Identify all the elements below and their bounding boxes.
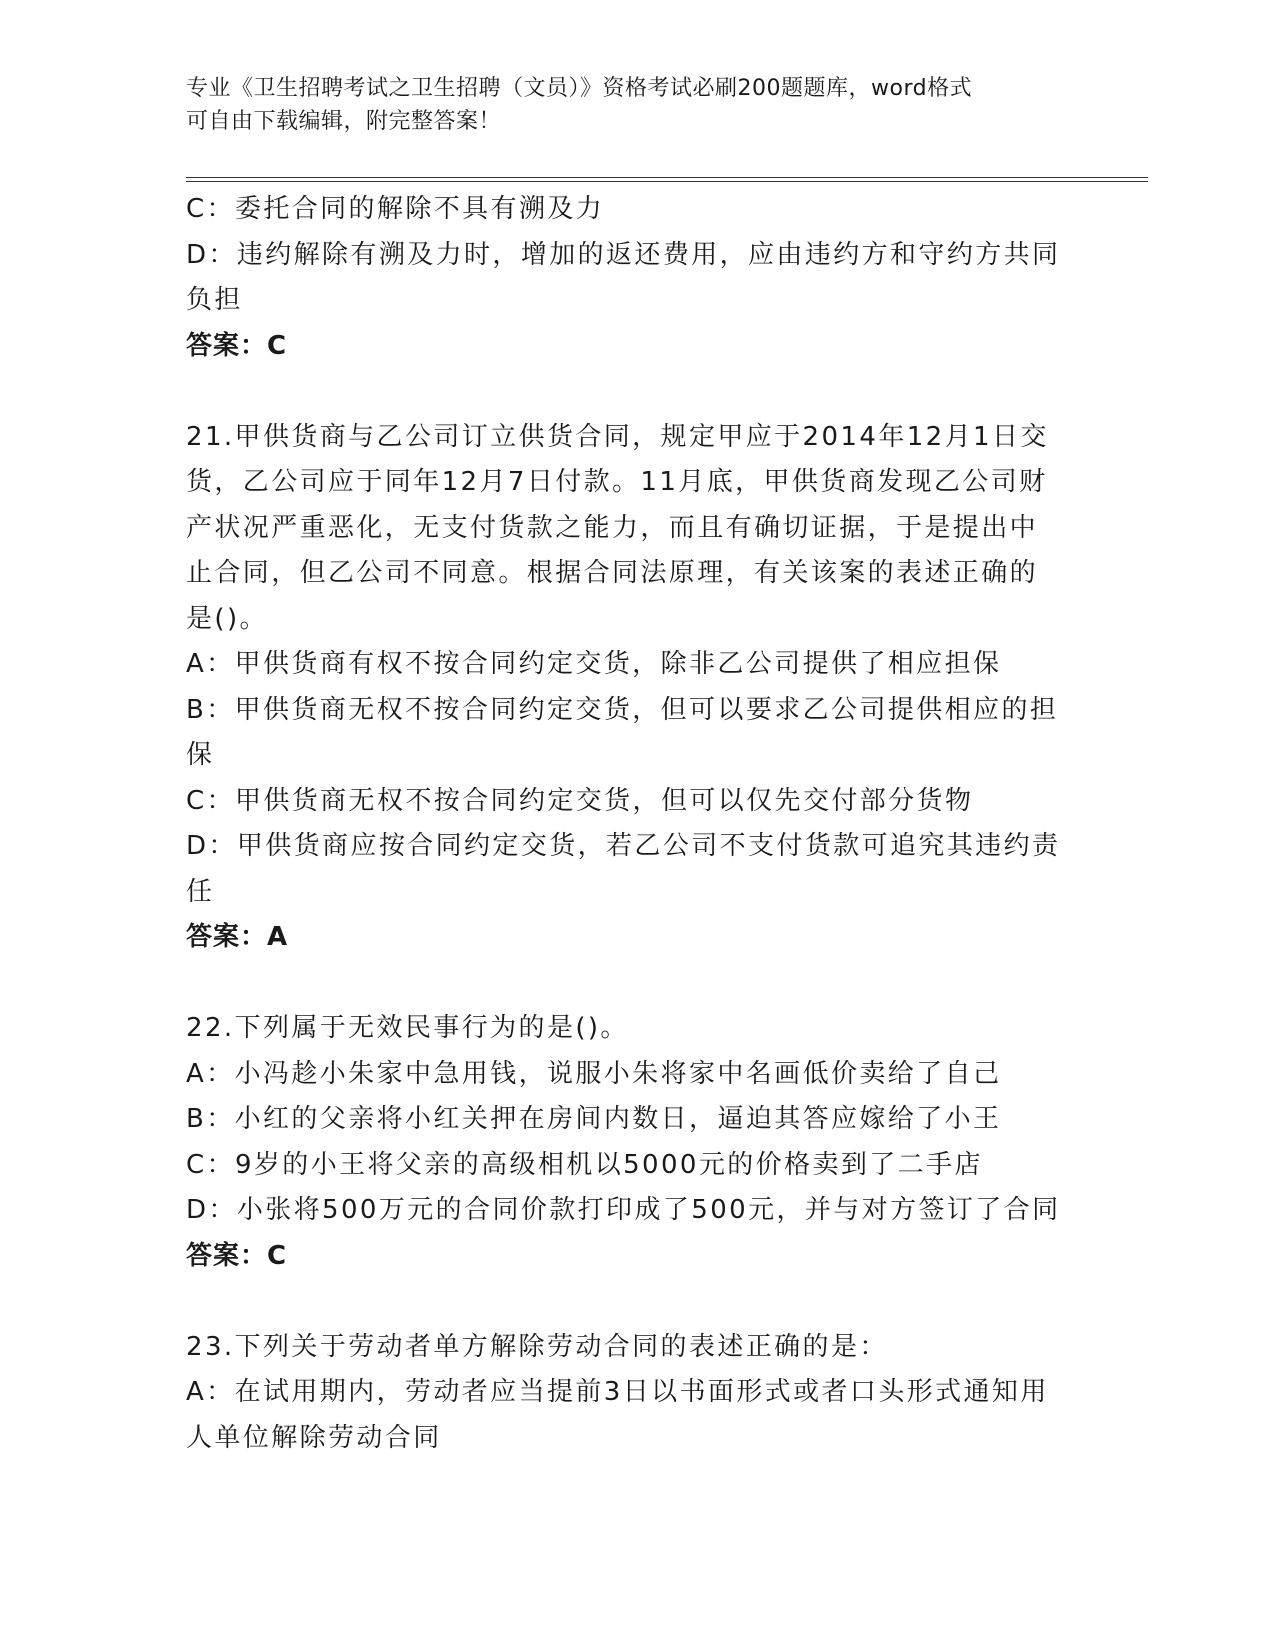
- option-d-continued: 任: [186, 876, 215, 907]
- question-23: [186, 1325, 1066, 1462]
- answer: 答案：C: [186, 330, 288, 361]
- question-stem: 21.甲供货商与乙公司订立供货合同，规定甲应于2014年12月1日交: [186, 421, 1049, 452]
- answer: 答案：C: [186, 1240, 288, 1271]
- option-d: D：违约解除有溯及力时，增加的返还费用，应由违约方和守约方共同: [186, 239, 1061, 270]
- option-b-continued: 保: [186, 740, 215, 770]
- question-stem: 23.下列关于劳动者单方解除劳动合同的表述正确的是：: [186, 1331, 888, 1362]
- option-c: C：9岁的小王将父亲的高级相机以5000元的价格卖到了二手店: [186, 1149, 983, 1180]
- option-d: D：甲供货商应按合同约定交货，若乙公司不支付货款可追究其违约责: [186, 831, 1061, 861]
- question-stem: 22.下列属于无效民事行为的是()。: [186, 1013, 629, 1043]
- spacer: [186, 1279, 1066, 1325]
- option-a: A：小冯趁小朱家中急用钱，说服小朱将家中名画低价卖给了自己: [186, 1058, 1002, 1089]
- option-a: A：在试用期内，劳动者应当提前3日以书面形式或者口头形式通知用: [186, 1377, 1049, 1407]
- question-stem: 产状况严重恶化，无支付货款之能力，而且有确切证据，于是提出中: [186, 512, 1039, 543]
- option-c: C：甲供货商无权不按合同约定交货，但可以仅先交付部分货物: [186, 785, 974, 816]
- question-22: [186, 1006, 1066, 1279]
- option-a: A：甲供货商有权不按合同约定交货，除非乙公司提供了相应担保: [186, 649, 1002, 679]
- answer: 答案：A: [186, 922, 289, 952]
- previous-question-tail: [186, 187, 1066, 369]
- header-line: 可自由下载编辑，附完整答案！: [186, 109, 502, 134]
- spacer: [186, 961, 1066, 1007]
- question-stem: 是()。: [186, 603, 268, 634]
- document-header: [186, 72, 1086, 138]
- option-b: B：甲供货商无权不按合同约定交货，但可以要求乙公司提供相应的担: [186, 694, 1059, 725]
- question-stem: 止合同，但乙公司不同意。根据合同法原理，有关该案的表述正确的: [186, 558, 1039, 588]
- question-content: [186, 187, 1066, 1461]
- option-a-continued: 人单位解除劳动合同: [186, 1422, 442, 1453]
- option-d: D：小张将500万元的合同价款打印成了500元，并与对方签订了合同: [186, 1195, 1061, 1225]
- question-stem: 货，乙公司应于同年12月7日付款。11月底，甲供货商发现乙公司财: [186, 467, 1048, 497]
- spacer: [186, 369, 1066, 415]
- header-divider: [186, 177, 1148, 182]
- header-line: 专业《卫生招聘考试之卫生招聘（文员）》资格考试必刷200题题库，word格式: [186, 76, 973, 101]
- option-b: B：小红的父亲将小红关押在房间内数日，逼迫其答应嫁给了小王: [186, 1104, 1002, 1134]
- question-21: [186, 415, 1066, 961]
- option-c: C：委托合同的解除不具有溯及力: [186, 194, 605, 224]
- option-d-continued: 负担: [186, 285, 243, 315]
